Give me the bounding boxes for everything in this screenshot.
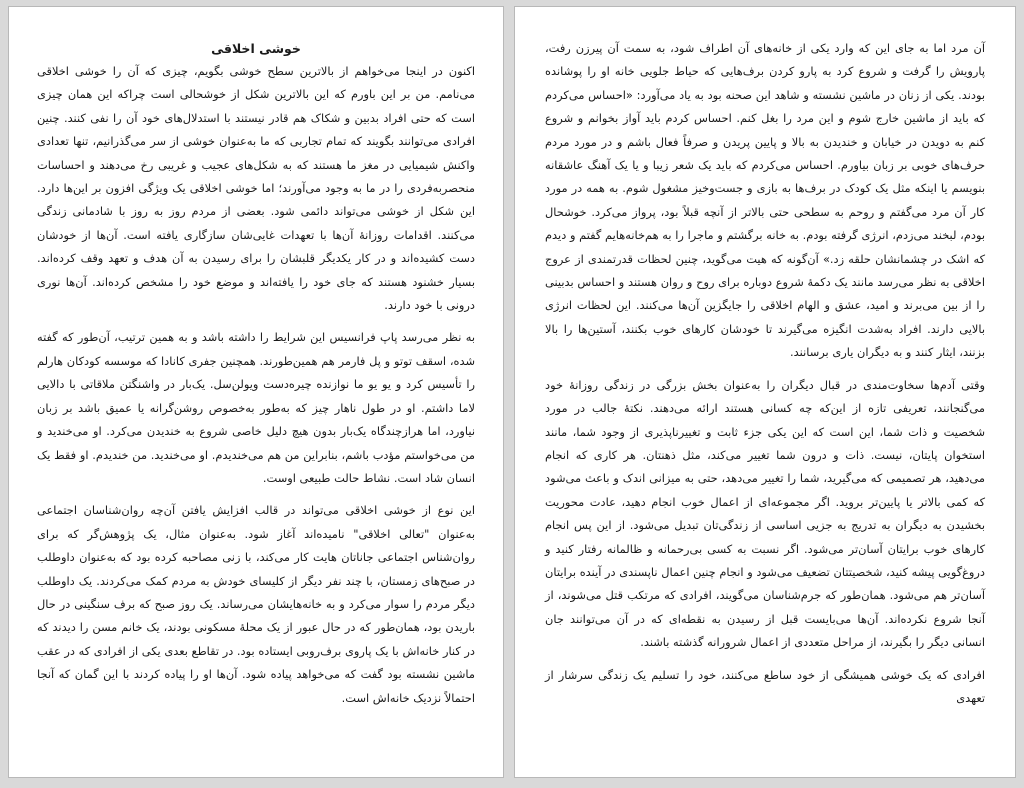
paragraph: افرادی که یک خوشی همیشگی از خود ساطع می‌کنند، خود را تسلیم یک زندگی سرشار از تعهدی [545,667,985,705]
paragraph: آن مرد اما به جای این که وارد یکی از خانه‌های آن اطراف شود، به سمت آن پیرزن رفت، پارویش را گرفت و شروع کرد به پارو کردن برف‌هایی که حیاط جلویی خانه او را پوشانده بودند. یکی از زنان در ماشین نشسته و شاهد این صحنه بود به یاد می‌آورد: «احساس می‌کردم که باید از ماشین خارج شوم و این مرد را بغل کنم. احساس کردم باید آواز بخوانم و شروع کنم به دویدن در خیابان و خندیدن به بالا و پایین پریدن و صرفاً فعال باشم و در مورد مردم حرف‌های خوبی بر زبان بیاورم. احساس می‌کردم که باید یک شعر زیبا و یا یک آهنگ عاشقانه بنویسم یا اینکه مثل یک کودک در برف‌ها به بازی و جست‌وخیز مشغول شوم. به همه در مورد کار آن مرد می‌گفتم و روحم به سطحی حتی بالاتر از آنچه قبلاً بود، پرواز می‌کرد. خوشحال بودم، لبخند می‌زدم، انرژی گرفته بودم. به خانه برگشتم و ماجرا را به هم‌خانه‌هایم گفتم و دیدم که اشک در چشمانشان حلقه زد.» آن‌گونه که هیت می‌گوید، چنین لحظات قدرتمندی از عروج اخلاقی به نظر می‌رسد مانند یک دکمهٔ شروع دوباره برای روح و روان هستند و احساس بدبینی را از بین می‌برند و امید، عشق و الهام اخلاقی را جایگزین آن‌ها می‌کنند. این لحظات انرژی بالایی دارند. افراد به‌شدت انگیزه می‌گیرند تا خودشان کارهای خوب بکنند، آستین‌ها را بالا بزنند، ایثار کنند و به دیگران یاری برسانند. [545,41,985,360]
paragraph: وقتی آدم‌ها سخاوت‌مندی در قبال دیگران را به‌عنوان بخش بزرگی در زندگی روزانهٔ خود می‌گنجانند، تعریفی تازه از این‌که چه کسانی هستند ارائه می‌دهند. نکتهٔ جالب در مورد شخصیت و ذات شما، این است که این یکی جزء ثابت و تغییرناپذیری از وجود شما، مانند استخوان پایتان، نیست. ذات و درون شما تغییر می‌کند، مثل ذهنتان. هر کاری که انجام می‌دهید، هر تصمیمی که می‌گیرید، شما را تغییر می‌دهد، حتی به میزانی اندک و باعث می‌شود که کمی بالاتر یا پایین‌تر بروید. اگر مجموعه‌ای از اعمال خوب انجام دهید، عادت محوریت بخشیدن به دیگران به تدریج به جزیی اساسی از زندگی‌تان تبدیل می‌شود. از این پس انجام کارهای خوب برایتان آسان‌تر می‌شود. اگر نسبت به کسی بی‌رحمانه و ظالمانه رفتار کنید و دروغ‌گویی پیشه کنید، شخصیتتان تضعیف می‌شود و انجام چنین اعمال ناپسندی در آینده برایتان آسان‌تر هم می‌شود. همان‌طور که جرم‌شناسان می‌گویند، افرادی که مرتکب قتل می‌شوند، از آنجا شروع نکرده‌اند. آن‌ها می‌بایست قبل از رسیدن به نقطه‌ای که در آن می‌توانند جان انسانی دیگر را بگیرند، از مراحل متعددی از اعمال شرورانه گذشته باشند. [545,377,985,650]
paragraph: این نوع از خوشی اخلاقی می‌تواند در قالب افزایش یافتن آن‌چه روان‌شناسان اجتماعی به‌عنوان "تعالی اخلاقی" نامیده‌اند آغاز شود. به‌عنوان مثال، یک پژوهش‌گر که برای روان‌شناس اجتماعی جاناتان هایت کار می‌کند، با زنی مصاحبه کرده بود که به‌عنوان داوطلب در صبح‌های زمستان، با چند نفر دیگر از کلیسای خودش به مردم کمک می‌کردند. یک داوطلب دیگر مردم را سوار می‌کرد و به خانه‌هایشان می‌رساند. یک روز صبح که برف سنگینی در حال باریدن بود، همان‌طور که در حال عبور از یک محلهٔ مسکونی بودند، یک خانم مسن را دیدند که در کنار خانه‌اش با یک پاروی برف‌روبی ایستاده بود. در تقاطع بعدی یکی از افرادی که در عقب ماشین نشسته بود گفت که می‌خواهد پیاده شود. آن‌ها او را پیاده کردند با این گمان که آنجا احتمالاً نزدیک خانه‌اش است. [37,503,475,705]
left-page-body [37,33,475,719]
paragraph: به نظر می‌رسد پاپ فرانسیس این شرایط را داشته باشد و به همین ترتیب، آن‌طور که گفته شده، اسقف توتو و پل فارمر هم همین‌طورند. همچنین جفری کانادا که موسسه کودکان هارلم را تأسیس کرد و یو یو ما نوازنده چیره‌دست ویولن‌سل. یک‌بار در واشنگتن ملاقاتی با دالایی لاما داشتم. او در طول ناهار چیز که به‌طور به‌خصوص روشن‌گرانه یا عمیق باشد بر زبان نیاورد، اما هرازچندگاه یک‌بار بدون هیچ دلیل خاصی شروع به خندیدن می‌کرد. او می‌خندید و من می‌خواستم مؤدب باشم، بنابراین من هم می‌خندیدم. او می‌خندید. من خندیدم. او فقط یک انسان شاد است. نشاط حالت طبیعی اوست. [37,330,475,485]
section-heading: خوشی اخلاقی [211,41,301,56]
left-page [8,6,504,778]
right-page-body [545,37,985,719]
right-page [514,6,1016,778]
paragraph: اکنون در اینجا می‌خواهم از بالاترین سطح خوشی بگویم، چیزی که آن را خوشی اخلاقی می‌نامم. من بر این باورم که این بالاترین شکل از خوشحالی است چراکه این همان چیزی است که حتی افراد بدبین و شکاک هم قادر نیستند با استدلال‌های خود آن را نفی کنند. چنین افرادی می‌توانند بگویند که تمام تجاربی که ما به‌عنوان خوشی از سر می‌گذرانیم، تنها تعدادی واکنش شیمیایی در مغز ما هستند که به شکل‌های عجیب و غریبی رخ می‌دهند و احساسات منحصربه‌فردی را در ما به وجود می‌آورند؛ اما خوشی اخلاقی یک ویژگی افزون بر این‌ها دارد. این شکل از خوشی می‌تواند دائمی شود. بعضی از مردم روز به روز با شادمانی زندگی می‌کنند. اقدامات روزانهٔ آن‌ها با تعهدات غایی‌شان سازگاری یافته است. آن‌ها از خودشان دست کشیده‌اند و در کار یکدیگر قلبشان را برای رسیدن به آن هدف و تعهد وقف کرده‌اند. بسیار خشنود هستند که جای خود را یافته‌اند و موضع خود را مشخص کرده‌اند. آن‌ها نوری درونی با خود دارند. [37,64,475,313]
